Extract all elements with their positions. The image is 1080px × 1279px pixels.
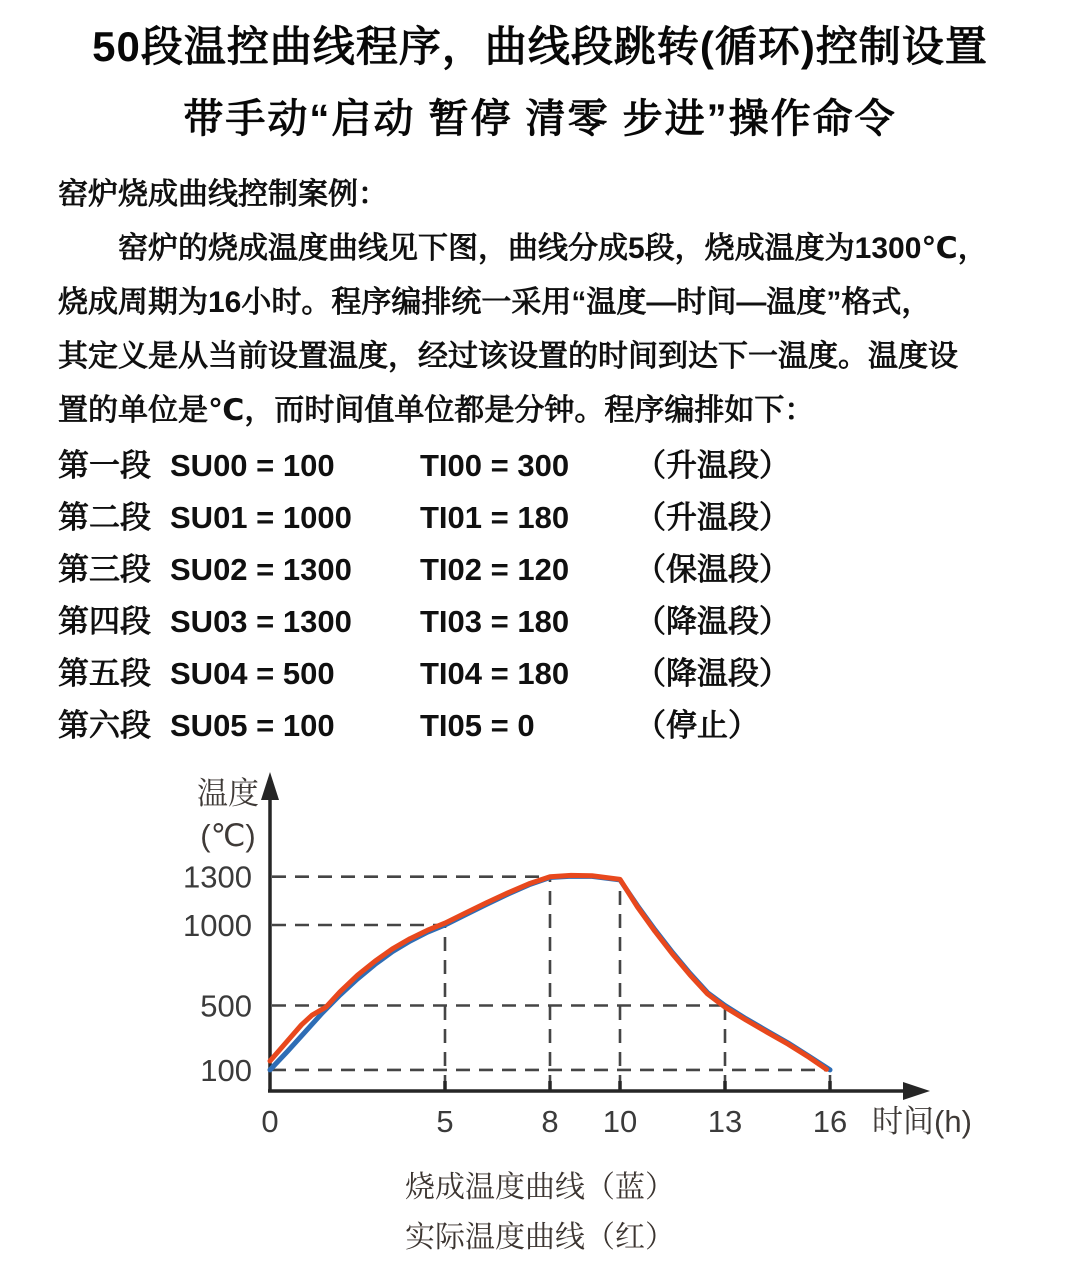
y-axis-label-line2: (℃) — [200, 818, 256, 853]
segment-row — [58, 440, 1080, 492]
chart-legend-red: 实际温度曲线（红） — [405, 1221, 675, 1254]
segment-name: 第五段 — [58, 656, 151, 691]
segment-su-value: SU02 = 1300 — [170, 552, 352, 587]
segment-su-value: SU04 = 500 — [170, 656, 335, 691]
y-tick-label: 100 — [200, 1052, 252, 1088]
segment-name: 第一段 — [58, 448, 151, 483]
x-tick-label: 16 — [812, 1104, 848, 1139]
segment-ti-value: TI02 = 120 — [420, 552, 570, 587]
segment-note: （降温段） — [635, 604, 790, 639]
intro-line-3: 其定义是从当前设置温度，经过该设置的时间到达下一温度。温度设 — [58, 340, 958, 373]
segment-note: （升温段） — [635, 500, 790, 535]
segment-ti-value: TI04 = 180 — [420, 656, 570, 691]
segment-su-value: SU00 = 100 — [170, 448, 335, 483]
intro-line-2: 烧成周期为16小时。程序编排统一采用“温度—时间—温度”格式， — [58, 286, 932, 319]
segment-ti-value: TI01 = 180 — [420, 500, 570, 535]
segment-name: 第二段 — [58, 500, 151, 535]
program-segment-list — [0, 440, 1080, 752]
segment-note: （保温段） — [635, 552, 790, 587]
intro-line-4: 置的单位是℃，而时间值单位都是分钟。程序编排如下： — [58, 394, 815, 427]
segment-su-value: SU05 = 100 — [170, 708, 335, 743]
y-tick-label: 1300 — [183, 859, 252, 895]
chart-legend — [0, 1163, 1080, 1263]
y-axis-label-line1: 温度 — [197, 776, 259, 811]
y-axis-arrow — [261, 772, 279, 800]
x-tick-label: 0 — [261, 1104, 279, 1139]
segment-row — [58, 648, 1080, 700]
x-tick-label: 5 — [436, 1104, 454, 1139]
segment-row — [58, 700, 1080, 752]
segment-note: （降温段） — [635, 656, 790, 691]
segment-ti-value: TI00 = 300 — [420, 448, 570, 483]
x-tick-label: 10 — [602, 1104, 638, 1139]
document-title-line-1: 50段温控曲线程序，曲线段跳转(循环)控制设置 — [92, 23, 988, 70]
intro-heading: 窑炉烧成曲线控制案例： — [58, 178, 388, 211]
document-title — [0, 0, 1080, 146]
segment-row — [58, 544, 1080, 596]
document-title-line-2: 带手动“启动 暂停 清零 步进”操作命令 — [183, 97, 897, 141]
x-axis-arrow — [903, 1082, 930, 1100]
x-tick-label: 8 — [541, 1104, 559, 1139]
x-tick-label: 13 — [707, 1104, 743, 1139]
actual-temperature-curve — [270, 875, 827, 1069]
intro-line-1: 窑炉的烧成温度曲线见下图，曲线分成5段，烧成温度为1300℃， — [118, 232, 988, 265]
segment-note: （升温段） — [635, 448, 790, 483]
segment-name: 第六段 — [58, 708, 151, 743]
segment-su-value: SU03 = 1300 — [170, 604, 352, 639]
segment-su-value: SU01 = 1000 — [170, 500, 352, 535]
x-axis-label: 时间(h) — [872, 1104, 972, 1139]
segment-row — [58, 492, 1080, 544]
chart-legend-blue: 烧成温度曲线（蓝） — [405, 1171, 675, 1204]
y-tick-label: 1000 — [183, 908, 252, 943]
chart-container — [0, 758, 1080, 1155]
segment-ti-value: TI05 = 0 — [420, 708, 535, 743]
segment-name: 第四段 — [58, 604, 151, 639]
segment-note: （停止） — [635, 708, 759, 743]
intro-paragraph — [0, 168, 1080, 438]
segment-row — [58, 596, 1080, 648]
segment-ti-value: TI03 = 180 — [420, 604, 570, 639]
y-tick-label: 500 — [200, 988, 252, 1024]
segment-name: 第三段 — [58, 552, 151, 587]
temperature-curve-chart — [0, 758, 1080, 1150]
